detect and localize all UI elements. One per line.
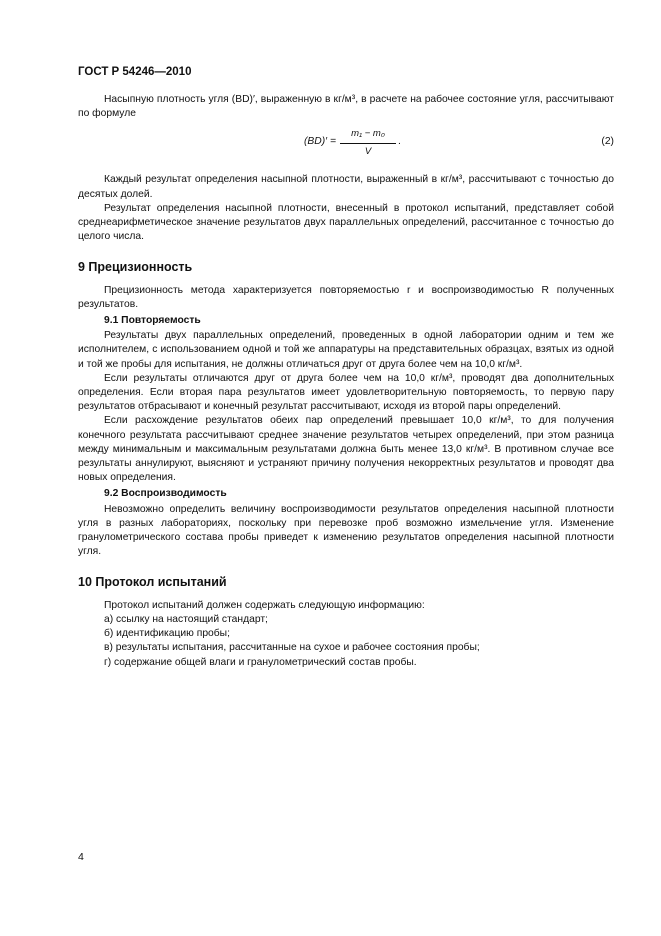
formula-fraction — [340, 127, 396, 158]
formula-end: . — [398, 136, 401, 148]
subsection-9-1-title: 9.1 Повторяемость — [104, 315, 201, 327]
formula-lhs: (BD)′ = — [304, 136, 336, 148]
page-content — [78, 93, 614, 670]
list-item: г) содержание общей влаги и гранулометрический состав пробы. — [104, 656, 417, 668]
section-9-intro: Прецизионность метода характеризуется повторяемостью r и воспроизводимостью R полученных результатов. — [78, 284, 614, 310]
protocol-items-list — [78, 613, 614, 670]
subsection-9-2-paragraph-1: Невозможно определить величину воспроизводимости результатов определения насыпной плотности угля в разных лабораториях, поскольку при перевозке проб возможно измельчение угля. Изменение гранулометрического состава пробы приведет к изменению результатов определения насыпной плотности угля. — [78, 503, 614, 558]
subsection-9-1-paragraph-3: Если расхождение результатов обеих пар определений превышает 10,0 кг/м³, то для получения конечного результата рассчитывают среднее значение результатов четырех определений, при этом разница между минимальным и максимальным результатами должна быть менее 13,0 кг/м³. В противном случае все результаты аннулируют, выясняют и устраняют причину получения некорректных результатов и проводят два новых определения. — [78, 415, 614, 484]
list-item: а) ссылку на настоящий стандарт; — [104, 613, 268, 625]
formula-numerator: m₁ − m₀ — [340, 127, 396, 143]
bd-intro-paragraph: Насыпную плотность угля (BD)′, выраженную в кг/м³, в расчете на рабочее состояние угля, рассчитывают по формуле — [78, 94, 614, 120]
list-item: б) идентификацию пробы; — [104, 628, 230, 640]
section-10-intro: Протокол испытаний должен содержать следующую информацию: — [104, 599, 425, 611]
list-item: в) результаты испытания, рассчитанные на сухое и рабочее состояния пробы; — [104, 642, 480, 654]
formula-denominator: V — [364, 145, 372, 157]
protocol-result-paragraph: Результат определения насыпной плотности, внесенный в протокол испытаний, представляет собой среднеарифметическое значение результатов двух параллельных определений, рассчитанное с точностью до целого числа. — [78, 202, 614, 243]
subsection-9-2-title: 9.2 Воспроизводимость — [104, 488, 227, 500]
section-9-title: 9 Прецизионность — [78, 260, 193, 275]
page-number: 4 — [78, 851, 84, 863]
each-result-paragraph: Каждый результат определения насыпной плотности, выраженный в кг/м³, рассчитывают с точностью до десятых долей. — [78, 174, 614, 200]
formula-number: (2) — [601, 136, 614, 148]
subsection-9-1-paragraph-1: Результаты двух параллельных определений, проведенных в одной лаборатории одним и тем же исполнителем, с использованием одной и той же аппаратуры на представительных образцах, взятых из одной и той же пробы для испытания, не должны отличаться друг от друга более чем на 10,0 кг/м³. — [78, 330, 614, 370]
section-10-title: 10 Протокол испытаний — [78, 575, 227, 590]
formula-2 — [78, 123, 614, 169]
subsection-9-1-paragraph-2: Если результаты отличаются друг от друга более чем на 10,0 кг/м³, проводят два дополнительных определения. Если вторая пара результатов имеет удовлетворительную повторяемость, то первую пару результатов отбрасывают и конечный результат рассчитывают, исходя из второй пары определений. — [78, 372, 614, 413]
standard-header: ГОСТ Р 54246—2010 — [78, 66, 192, 78]
